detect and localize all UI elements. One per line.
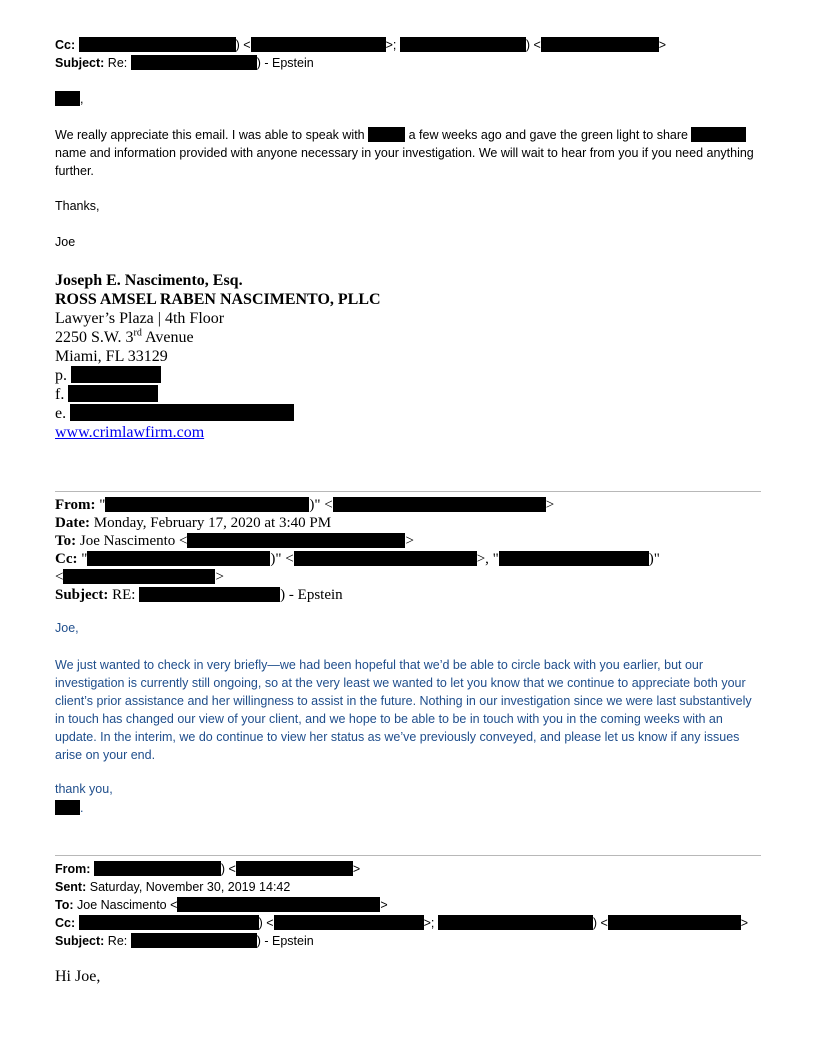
sent-label: Sent: [55, 880, 87, 894]
redaction [236, 861, 353, 876]
subject-tail: ) - Epstein [256, 56, 314, 70]
from-label: From: [55, 862, 91, 876]
email2-paragraph: We just wanted to check in very briefly—we had been hopeful that we’d be able to circle back with you earlier, but our investigation is currently still ongoing, so at the very least we wanted to let you know that we continue to appreciate both your client’s prior assistance and her willingness to assist in the future. Nothing in our investigation since we were last substantively in touch has changed our view of your client, and we hope to be able to be in touch with you in the coming weeks with an update. In the interim, we do continue to view her status as we’ve previously conveyed, and please let us know if any issues arise on your end. [55, 658, 752, 762]
subject-value: Re: [107, 934, 128, 948]
email1-greeting: Hi Joe, [55, 968, 101, 985]
redaction [131, 55, 257, 70]
redaction [131, 933, 257, 948]
phone-label: p. [55, 367, 67, 384]
cc-label: Cc: [55, 916, 76, 930]
reply-paragraph [55, 126, 761, 180]
email2-greeting: Joe, [55, 621, 79, 635]
subject-value: RE: [112, 587, 136, 603]
redaction [177, 897, 380, 912]
redaction [608, 915, 741, 930]
signature-name: Joseph E. Nascimento, Esq. [55, 272, 243, 289]
redaction [368, 127, 405, 142]
cc-label: Cc: [55, 38, 76, 52]
greeting-comma: , [80, 92, 84, 106]
email1-header: From: ) < > Sent: Saturday, November 30, 2019 14:42 To: Joe Nascimento < > Cc: ) < >; ) < > Subject: Re: ) - Epstein [55, 862, 749, 948]
reply-text-3: name and information provided with anyone necessary in your investigation. We will wait to hear from you if you need anything further. [55, 146, 754, 178]
signature-address-2: 2250 S.W. 3rd Avenue [55, 327, 194, 346]
header-subject-line [55, 55, 314, 70]
reply-thanks: Thanks, [55, 199, 100, 213]
to-label: To: [55, 533, 77, 549]
redaction [499, 551, 649, 566]
to-value: Joe Nascimento < [79, 533, 188, 549]
reply-text-1: We really appreciate this email. I was able to speak with [55, 128, 365, 142]
subject-label: Subject: [55, 934, 105, 948]
redaction [68, 385, 158, 402]
redaction [251, 37, 386, 52]
separator [55, 491, 761, 492]
signature-block [55, 271, 381, 442]
email2-header: From: " )" < > Date: Monday, February 17, 2020 at 3:40 PM To: Joe Nascimento < > Cc: " )" < >, " )" < > Subject: RE: ) - Epstein [55, 497, 660, 603]
redaction [70, 404, 294, 421]
subject-tail: ) - Epstein [256, 934, 314, 948]
email2-sender: . [55, 800, 83, 815]
website-link[interactable]: www.crimlawfirm.com [55, 424, 205, 441]
from-label: From: [55, 497, 96, 513]
redaction [400, 37, 526, 52]
reply-signoff: Joe [55, 235, 76, 249]
redaction [541, 37, 659, 52]
redaction [71, 366, 161, 383]
header-cc-line: Cc: ) < >; ) < > [55, 38, 667, 52]
redaction [333, 497, 546, 512]
subject-label: Subject: [55, 587, 109, 603]
reply-greeting [55, 91, 83, 106]
redaction [87, 551, 270, 566]
to-value: Joe Nascimento < [77, 898, 178, 912]
cc-label: Cc: [55, 551, 78, 567]
redaction [79, 37, 236, 52]
redaction [79, 915, 259, 930]
email2-closing: thank you, [55, 782, 113, 796]
date-value: Monday, February 17, 2020 at 3:40 PM [93, 515, 332, 531]
to-label: To: [55, 898, 74, 912]
redaction [139, 587, 280, 602]
signature-address-3: Miami, FL 33129 [55, 348, 168, 365]
subject-label: Subject: [55, 56, 105, 70]
redaction [55, 800, 80, 815]
date-label: Date: [55, 515, 90, 531]
signature-firm: ROSS AMSEL RABEN NASCIMENTO, PLLC [55, 291, 381, 308]
redaction [438, 915, 593, 930]
redaction [187, 533, 405, 548]
redaction [105, 497, 309, 512]
signature-address-1: Lawyer’s Plaza | 4th Floor [55, 310, 225, 327]
redaction [294, 551, 477, 566]
redaction [63, 569, 215, 584]
redaction [94, 861, 221, 876]
subject-tail: ) - Epstein [280, 587, 343, 603]
redaction [274, 915, 424, 930]
redaction [691, 127, 746, 142]
reply-text-2: a few weeks ago and gave the green light to share [408, 128, 688, 142]
subject-value: Re: [107, 56, 128, 70]
fax-label: f. [55, 386, 65, 403]
sent-value: Saturday, November 30, 2019 14:42 [89, 880, 291, 894]
separator [55, 855, 761, 856]
email-label: e. [55, 405, 67, 422]
redaction [55, 91, 80, 106]
